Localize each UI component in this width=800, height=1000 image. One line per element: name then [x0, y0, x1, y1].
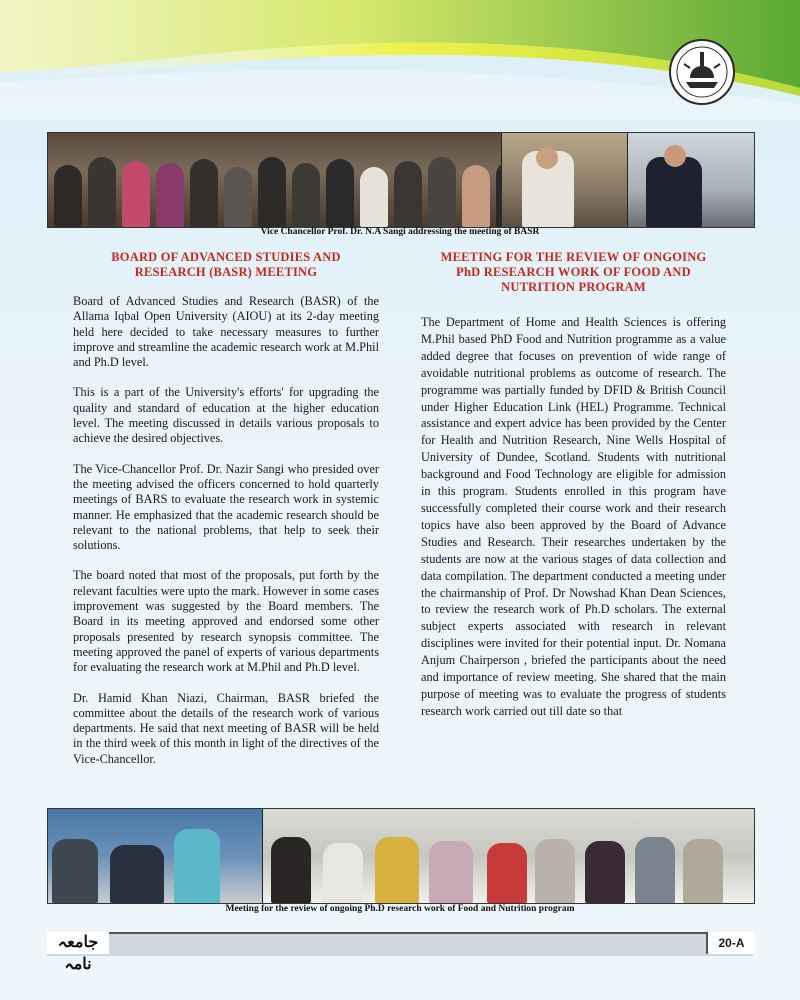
- photo-panel: [48, 809, 263, 903]
- paragraph: The Department of Home and Health Sciences is offering M.Phil based PhD Food and Nutrition programme as a value added degree that focuses on prevention of wide range of avoidable nutritional problems as outcome of research. The programme was partially funded by DFID & British Council under Higher Education Link (HEL) Programme. Technical assistance and expert advice has been provided by the Center for Health and Nutrition Research, Nine Wells Hospital of University of Dundee, Scotland. Students with nutritional background and Food Technology are eligible for admission in this program. Students enrolled in this program have successfully completed their course work and their research topics have also been approved by the Board of Advance Studies and Research. Their researches undertaken by the students are now at the various stages of data collection and data compilation. The department conducted a meeting under the chairmanship of Prof. Dr Nowshad Khan Dean Sciences, to review the research work of Ph.D scholars. The external subject experts associated with research in relevant disciplines were invited for their potential input. Dr. Nomana Anjum Chairperson , briefed the participants about the need and importance of review meeting. She shared that the main purpose of meeting was to evaluate the progress of students research work carried out till date so that: [421, 315, 726, 718]
- heading-line: BOARD OF ADVANCED STUDIES AND: [111, 250, 341, 264]
- photo-panel: [48, 133, 502, 227]
- university-crest-icon: [668, 38, 736, 106]
- photo-panel: [628, 133, 754, 227]
- left-article-body: [73, 294, 379, 782]
- paragraph: Dr. Hamid Khan Niazi, Chairman, BASR briefed the committee about the details of the research work of various departments. He said that next meeting of BASR will be held in the third week of this month in light of the directives of the Vice-Chancellor.: [73, 690, 379, 766]
- heading-line: MEETING FOR THE REVIEW OF ONGOING: [440, 250, 707, 264]
- top-meeting-photo: [47, 132, 755, 228]
- paragraph: This is a part of the University's efforts' for upgrading the quality and standard of education at the higher education level. The meeting discussed in details various proposals to achieve the desired objectives.: [73, 385, 379, 446]
- footer-bar: [47, 932, 753, 956]
- bottom-meeting-photo: [47, 808, 755, 904]
- left-article-heading: [73, 250, 379, 280]
- newsletter-title-urdu: جامعہ نامہ: [47, 932, 109, 954]
- right-article-body: [421, 314, 726, 735]
- paragraph: The board noted that most of the proposals, put forth by the relevant faculties were upto the mark. However in some cases improvement was suggested by the Board members. The Board in its meeting approved and endorsed some other proposals presented by research synopsis committee. The meeting approved the panel of experts of various departments for evaluating the research work at M.Phil and Ph.D level.: [73, 568, 379, 675]
- bottom-photo-caption: Meeting for the review of ongoing Ph.D research work of Food and Nutrition program: [225, 904, 575, 914]
- paragraph: The Vice-Chancellor Prof. Dr. Nazir Sangi who presided over the meeting advised the officers concerned to hold quarterly meetings of BARS to evaluate the research work in systemic manner. He emphasized that the academic research should be relevant to the national problems, that help to seek their solutions.: [73, 461, 379, 553]
- heading-line: RESEARCH (BASR) MEETING: [134, 265, 318, 279]
- photo-panel: [263, 809, 754, 903]
- top-photo-caption: Vice Chancellor Prof. Dr. N.A Sangi addressing the meeting of BASR: [260, 227, 540, 237]
- photo-panel: [502, 133, 629, 227]
- heading-line: NUTRITION PROGRAM: [501, 280, 646, 294]
- paragraph: Board of Advanced Studies and Research (BASR) of the Allama Iqbal Open University (AIOU) at its 2-day meeting held here decided to take necessary measures to further improve and streamline the academic research work at M.Phil and Ph.D level.: [73, 294, 379, 370]
- right-article-heading: [421, 250, 726, 295]
- page-number: 20-A: [706, 932, 755, 954]
- heading-line: PhD RESEARCH WORK OF FOOD AND: [456, 265, 691, 279]
